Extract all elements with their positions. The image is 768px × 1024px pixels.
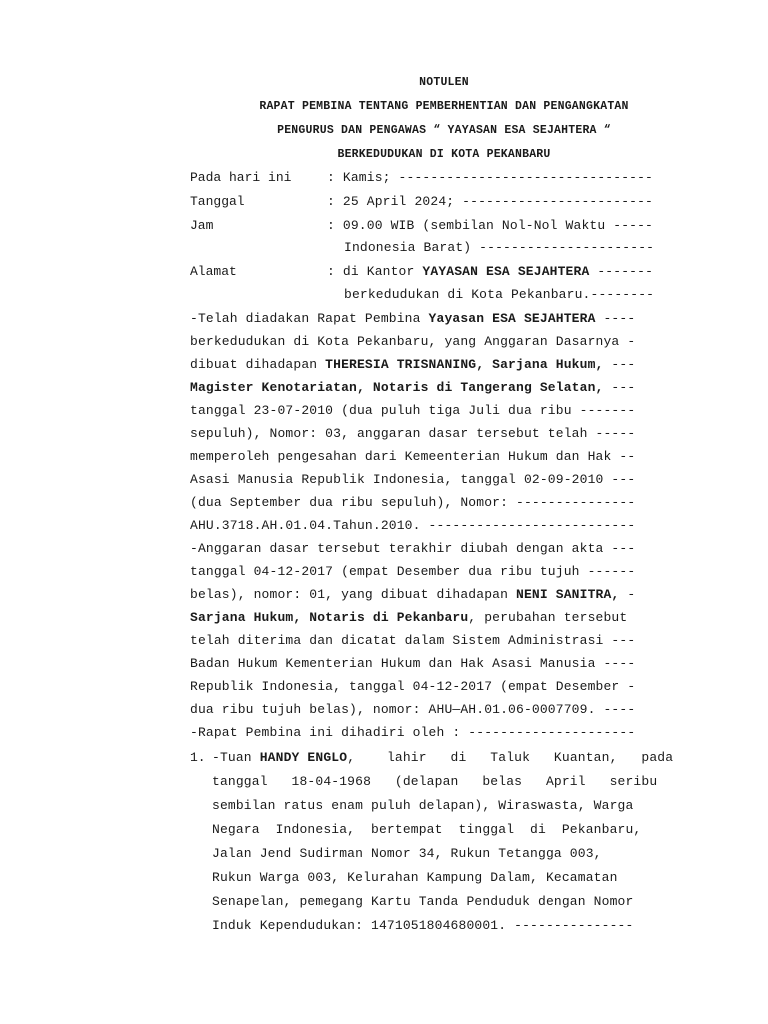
field-value-date: : 25 April 2024; ------------------------ xyxy=(327,194,654,209)
field-label-day: Pada hari ini xyxy=(190,170,292,185)
paragraph-line: sepuluh), Nomor: 03, anggaran dasar tersebut telah ----- xyxy=(190,426,636,441)
paragraph-line: tanggal 04-12-2017 (empat Desember dua ribu tujuh ------ xyxy=(190,564,636,579)
field-label-address: Alamat xyxy=(190,264,237,279)
paragraph-line: dibuat dihadapan THERESIA TRISNANING, Sarjana Hukum, --- xyxy=(190,357,636,372)
paragraph-line: -Rapat Pembina ini dihadiri oleh : --------------------- xyxy=(190,725,636,740)
doc-subtitle-2: PENGURUS DAN PENGAWAS “ YAYASAN ESA SEJAHTERA “ xyxy=(277,124,611,137)
list-item-line: Jalan Jend Sudirman Nomor 34, Rukun Tetangga 003, xyxy=(212,846,602,861)
field-label-time: Jam xyxy=(190,218,214,233)
field-value-time: : 09.00 WIB (sembilan Nol-Nol Waktu ----- xyxy=(327,218,654,233)
field-value-time-cont: Indonesia Barat) ---------------------- xyxy=(344,240,655,255)
field-value-address-cont: berkedudukan di Kota Pekanbaru.-------- xyxy=(344,287,655,302)
list-item-line: sembilan ratus enam puluh delapan), Wiraswasta, Warga xyxy=(212,798,634,813)
paragraph-line: berkedudukan di Kota Pekanbaru, yang Anggaran Dasarnya - xyxy=(190,334,636,349)
list-item-line: Induk Kependudukan: 1471051804680001. --------------- xyxy=(212,918,634,933)
list-number: 1. xyxy=(190,750,206,765)
paragraph-line: tanggal 23-07-2010 (dua puluh tiga Juli dua ribu ------- xyxy=(190,403,636,418)
paragraph-line: Magister Kenotariatan, Notaris di Tangerang Selatan, --- xyxy=(190,380,636,395)
field-value-day: : Kamis; -------------------------------- xyxy=(327,170,654,185)
list-item-line: tanggal 18-04-1968 (delapan belas April seribu xyxy=(212,774,658,789)
list-item-line: Negara Indonesia, bertempat tinggal di Pekanbaru, xyxy=(212,822,642,837)
paragraph-line: telah diterima dan dicatat dalam Sistem Administrasi --- xyxy=(190,633,636,648)
field-value-address: : di Kantor YAYASAN ESA SEJAHTERA ------- xyxy=(327,264,654,279)
paragraph-line: belas), nomor: 01, yang dibuat dihadapan NENI SANITRA, - xyxy=(190,587,636,602)
paragraph-line: dua ribu tujuh belas), nomor: AHU—AH.01.06-0007709. ---- xyxy=(190,702,636,717)
list-item-line: -Tuan HANDY ENGLO, lahir di Taluk Kuantan, pada xyxy=(212,750,674,765)
list-item-line: Rukun Warga 003, Kelurahan Kampung Dalam, Kecamatan xyxy=(212,870,618,885)
paragraph-line: memperoleh pengesahan dari Kemeenterian Hukum dan Hak -- xyxy=(190,449,636,464)
paragraph-line: Sarjana Hukum, Notaris di Pekanbaru, perubahan tersebut xyxy=(190,610,628,625)
paragraph-line: Asasi Manusia Republik Indonesia, tanggal 02-09-2010 --- xyxy=(190,472,636,487)
doc-subtitle-3: BERKEDUDUKAN DI KOTA PEKANBARU xyxy=(337,148,551,161)
doc-subtitle-1: RAPAT PEMBINA TENTANG PEMBERHENTIAN DAN PENGANGKATAN xyxy=(259,100,629,113)
paragraph-line: Badan Hukum Kementerian Hukum dan Hak Asasi Manusia ---- xyxy=(190,656,636,671)
paragraph-line: AHU.3718.AH.01.04.Tahun.2010. -------------------------- xyxy=(190,518,636,533)
paragraph-line: -Anggaran dasar tersebut terakhir diubah dengan akta --- xyxy=(190,541,636,556)
list-item-line: Senapelan, pemegang Kartu Tanda Penduduk dengan Nomor xyxy=(212,894,634,909)
paragraph-line: Republik Indonesia, tanggal 04-12-2017 (empat Desember - xyxy=(190,679,636,694)
paragraph-line: (dua September dua ribu sepuluh), Nomor: --------------- xyxy=(190,495,636,510)
doc-title: NOTULEN xyxy=(419,76,469,89)
field-label-date: Tanggal xyxy=(190,194,245,209)
paragraph-line: -Telah diadakan Rapat Pembina Yayasan ESA SEJAHTERA ---- xyxy=(190,311,636,326)
